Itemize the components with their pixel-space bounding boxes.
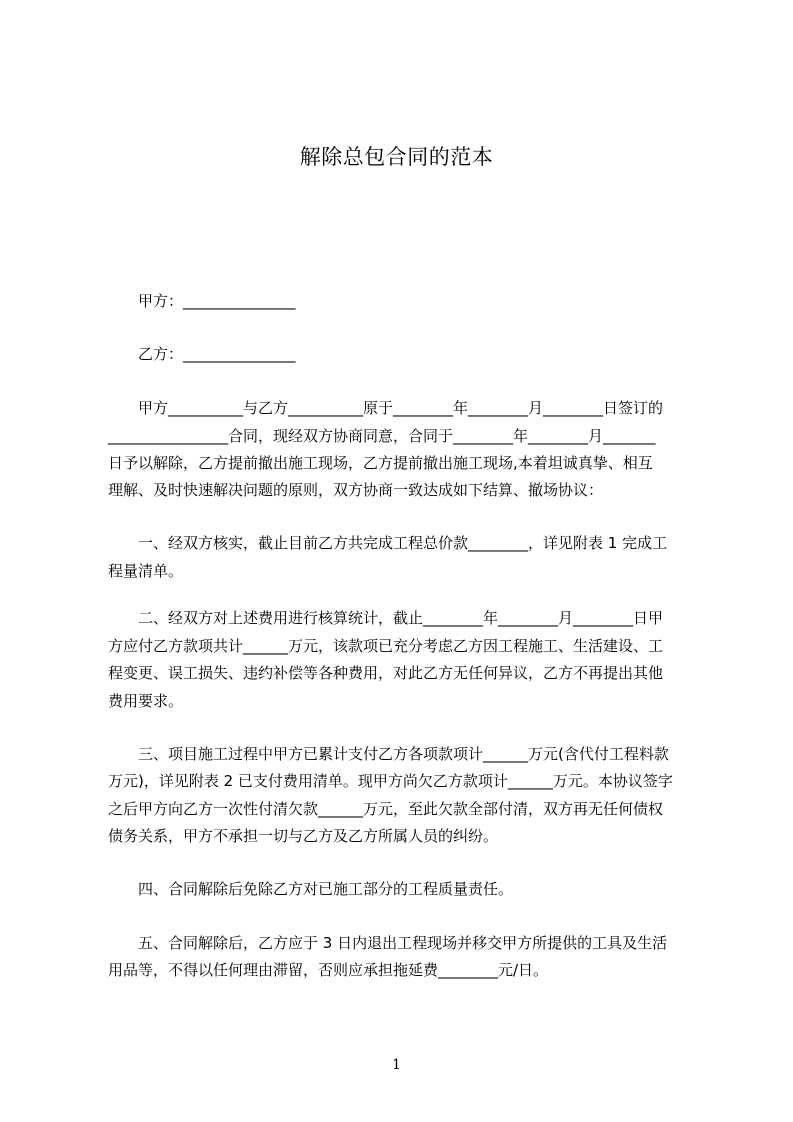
clause-5-line-1: 五、合同解除后，乙方应于 3 日内退出工程现场并移交甲方所提供的工具及生活 (138, 934, 668, 952)
clause-3-line-4: 债务关系，甲方不承担一切与乙方及乙方所属人员的纠纷。 (108, 827, 499, 845)
clause-1-line-2: 程量清单。 (108, 562, 184, 580)
intro-line-1: 甲方__________与乙方__________原于________年________月________日签订的 (138, 399, 664, 417)
intro-line-3: 日予以解除，乙方提前撤出施工现场，乙方提前撤出施工现场,本着坦诚真挚、相互 (108, 454, 653, 472)
intro-line-4: 理解、及时快速解决问题的原则，双方协商一致达成如下结算、撤场协议： (108, 481, 604, 499)
clause-3-line-2: 万元)，详见附表 2 已支付费用清单。现甲方尚欠乙方款项计______万元。本协议签字 (108, 772, 673, 790)
intro-line-2: ________________合同，现经双方协商同意，合同于________年________月_______ (108, 427, 656, 445)
clause-2-line-2: 方应付乙方款项共计______万元，该款项已充分考虑乙方因工程施工、生活建设、工 (108, 637, 664, 655)
clause-4-line-1: 四、合同解除后免除乙方对已施工部分的工程质量责任。 (138, 880, 514, 898)
clause-1-line-1: 一、经双方核实，截止目前乙方共完成工程总价款________，详见附表 1 完成工 (138, 534, 668, 552)
document-title: 解除总包合同的范本 (299, 145, 494, 169)
clause-2-line-3: 程变更、误工损失、违约补偿等各种费用，对此乙方无任何异议，乙方不再提出其他 (108, 664, 664, 682)
party-b-line: 乙方：_______________ (138, 345, 296, 363)
page-number: 1 (392, 1057, 401, 1073)
party-a-line: 甲方：_______________ (138, 292, 296, 310)
clause-2-line-4: 费用要求。 (108, 692, 184, 710)
clause-5-line-2: 用品等，不得以任何理由滞留，否则应承担拖延费________元/日。 (108, 961, 549, 979)
clause-2-line-1: 二、经双方对上述费用进行核算统计，截止________年________月________日甲 (138, 609, 664, 627)
clause-3-line-3: 之后甲方向乙方一次性付清欠款______万元，至此欠款全部付清，双方再无任何债权 (108, 800, 664, 818)
clause-3-line-1: 三、项目施工过程中甲方已累计支付乙方各项款项计______万元(含代付工程料款 (138, 745, 669, 763)
